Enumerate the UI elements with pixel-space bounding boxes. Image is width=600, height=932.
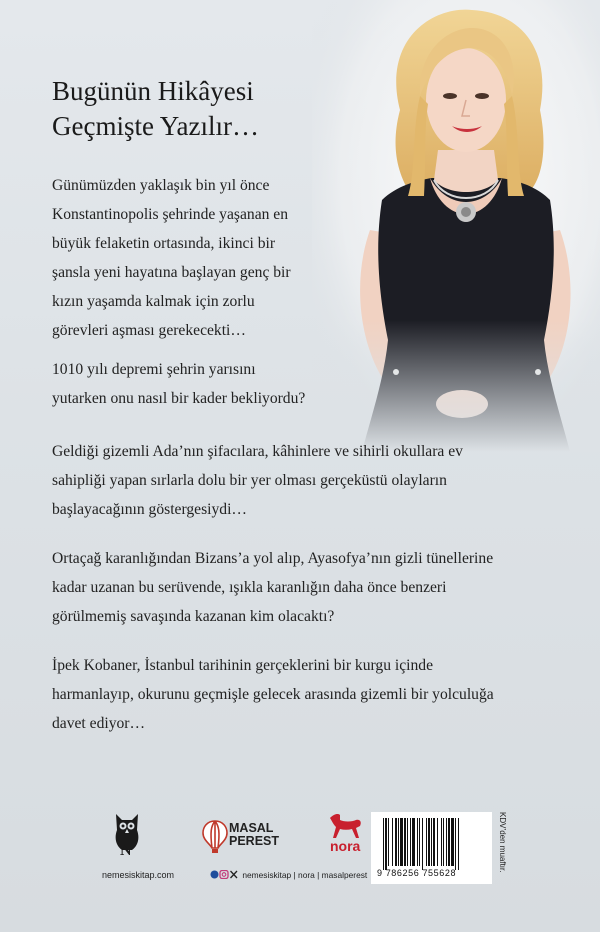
text-line: görevleri aşması gerekecekti… [52,322,246,339]
barcode-bar [431,818,432,866]
nora-text: nora [330,838,361,854]
barcode-bar [426,818,427,866]
barcode-bar [400,818,403,866]
barcode-bar [392,818,393,866]
barcode-bars [371,814,492,870]
nora-logo [322,810,372,862]
barcode-bar [412,818,415,866]
title-line-2: Geçmişte Yazılır… [52,111,259,141]
text-line: Geldiği gizemli Ada’nın şifacılara, kâhinlere ve sihirli okullara ev [52,443,463,460]
text-line: yutarken onu nasıl bir kader bekliyordu? [52,390,306,407]
barcode-bar [407,818,408,866]
text-line: Konstantinopolis şehrinde yaşanan en [52,206,289,223]
text-line: Ortaçağ karanlığından Bizans’a yol alıp, Ayasofya’nın gizli tünellerine [52,550,494,567]
text-line: davet ediyor… [52,715,146,732]
barcode-bar [404,818,406,866]
nemesis-owl-logo [110,810,144,860]
barcode-bar [419,818,420,866]
barcode-bar [388,818,389,866]
perest-text: PEREST [229,834,280,848]
barcode-bar [410,818,411,866]
blurb-paragraph-2 [52,355,305,413]
barcode-bar [422,818,423,870]
title-line-1: Bugünün Hikâyesi [52,76,254,106]
back-cover-title [52,74,352,144]
facebook-icon [211,871,219,879]
text-line: sahipliği yapan sırlarla dolu bir yer olması gerçeküstü olayların [52,472,447,489]
barcode-bar [398,818,399,866]
text-line: kızın yaşamda kalmak için zorlu [52,293,255,310]
blurb-paragraph-5 [52,651,494,738]
social-media-icons [210,870,238,881]
greyhound-icon [326,810,364,840]
barcode-bar [417,818,418,866]
masalperest-logo [202,818,280,862]
barcode-bar [458,818,459,870]
isbn-barcode [371,812,492,884]
text-line: görülmemiş savaşında kazanan kim olacaktı? [52,608,335,625]
barcode-bar [437,818,438,866]
text-line: büyük felaketin ortasında, ikinci bir [52,235,276,252]
text-line: İpek Kobaner, İstanbul tarihinin gerçeklerini bir kurgu içinde [52,657,434,674]
social-handles [210,870,367,881]
barcode-bar [441,818,442,866]
text-line: başlayacağının göstergesiydi… [52,501,248,518]
publisher-logos [104,806,376,866]
social-text: nemesiskitap | nora | masalperest [242,870,368,880]
text-line: Günümüzden yaklaşık bin yıl önce [52,177,270,194]
blurb-paragraph-1 [52,171,291,345]
text-line: harmanlayıp, okurunu geçmişle gelecek arasında gizemli bir yolculuğa [52,686,494,703]
barcode-bar [446,818,447,866]
text-line: kadar uzanan bu serüvende, ışıkla karanlığın daha önce benzeri [52,579,447,596]
text-line: şansla yeni hayatına başlayan genç bir [52,264,291,281]
nemesis-letter: N [120,842,132,859]
author-photo [312,0,600,452]
vat-exempt-note: KDV’den muaftır. [498,812,507,873]
x-icon [231,871,238,878]
hot-air-balloon-icon [202,820,228,854]
isbn-digits: 9 786256 755628 [377,868,457,878]
text-line: 1010 yılı depremi şehrin yarısını [52,361,256,378]
masal-text: MASAL [229,821,274,835]
barcode-bar [428,818,430,866]
barcode-bar [385,818,387,870]
blurb-paragraph-4 [52,544,493,631]
instagram-icon [220,871,228,879]
barcode-bar [383,818,384,870]
barcode-bar [443,818,444,866]
barcode-bar [451,818,454,866]
barcode-bar [448,818,450,866]
barcode-bar [455,818,456,870]
publisher-website: nemesiskitap.com [102,870,175,880]
blurb-paragraph-3 [52,437,463,524]
barcode-bar [433,818,435,866]
barcode-bar [395,818,397,866]
